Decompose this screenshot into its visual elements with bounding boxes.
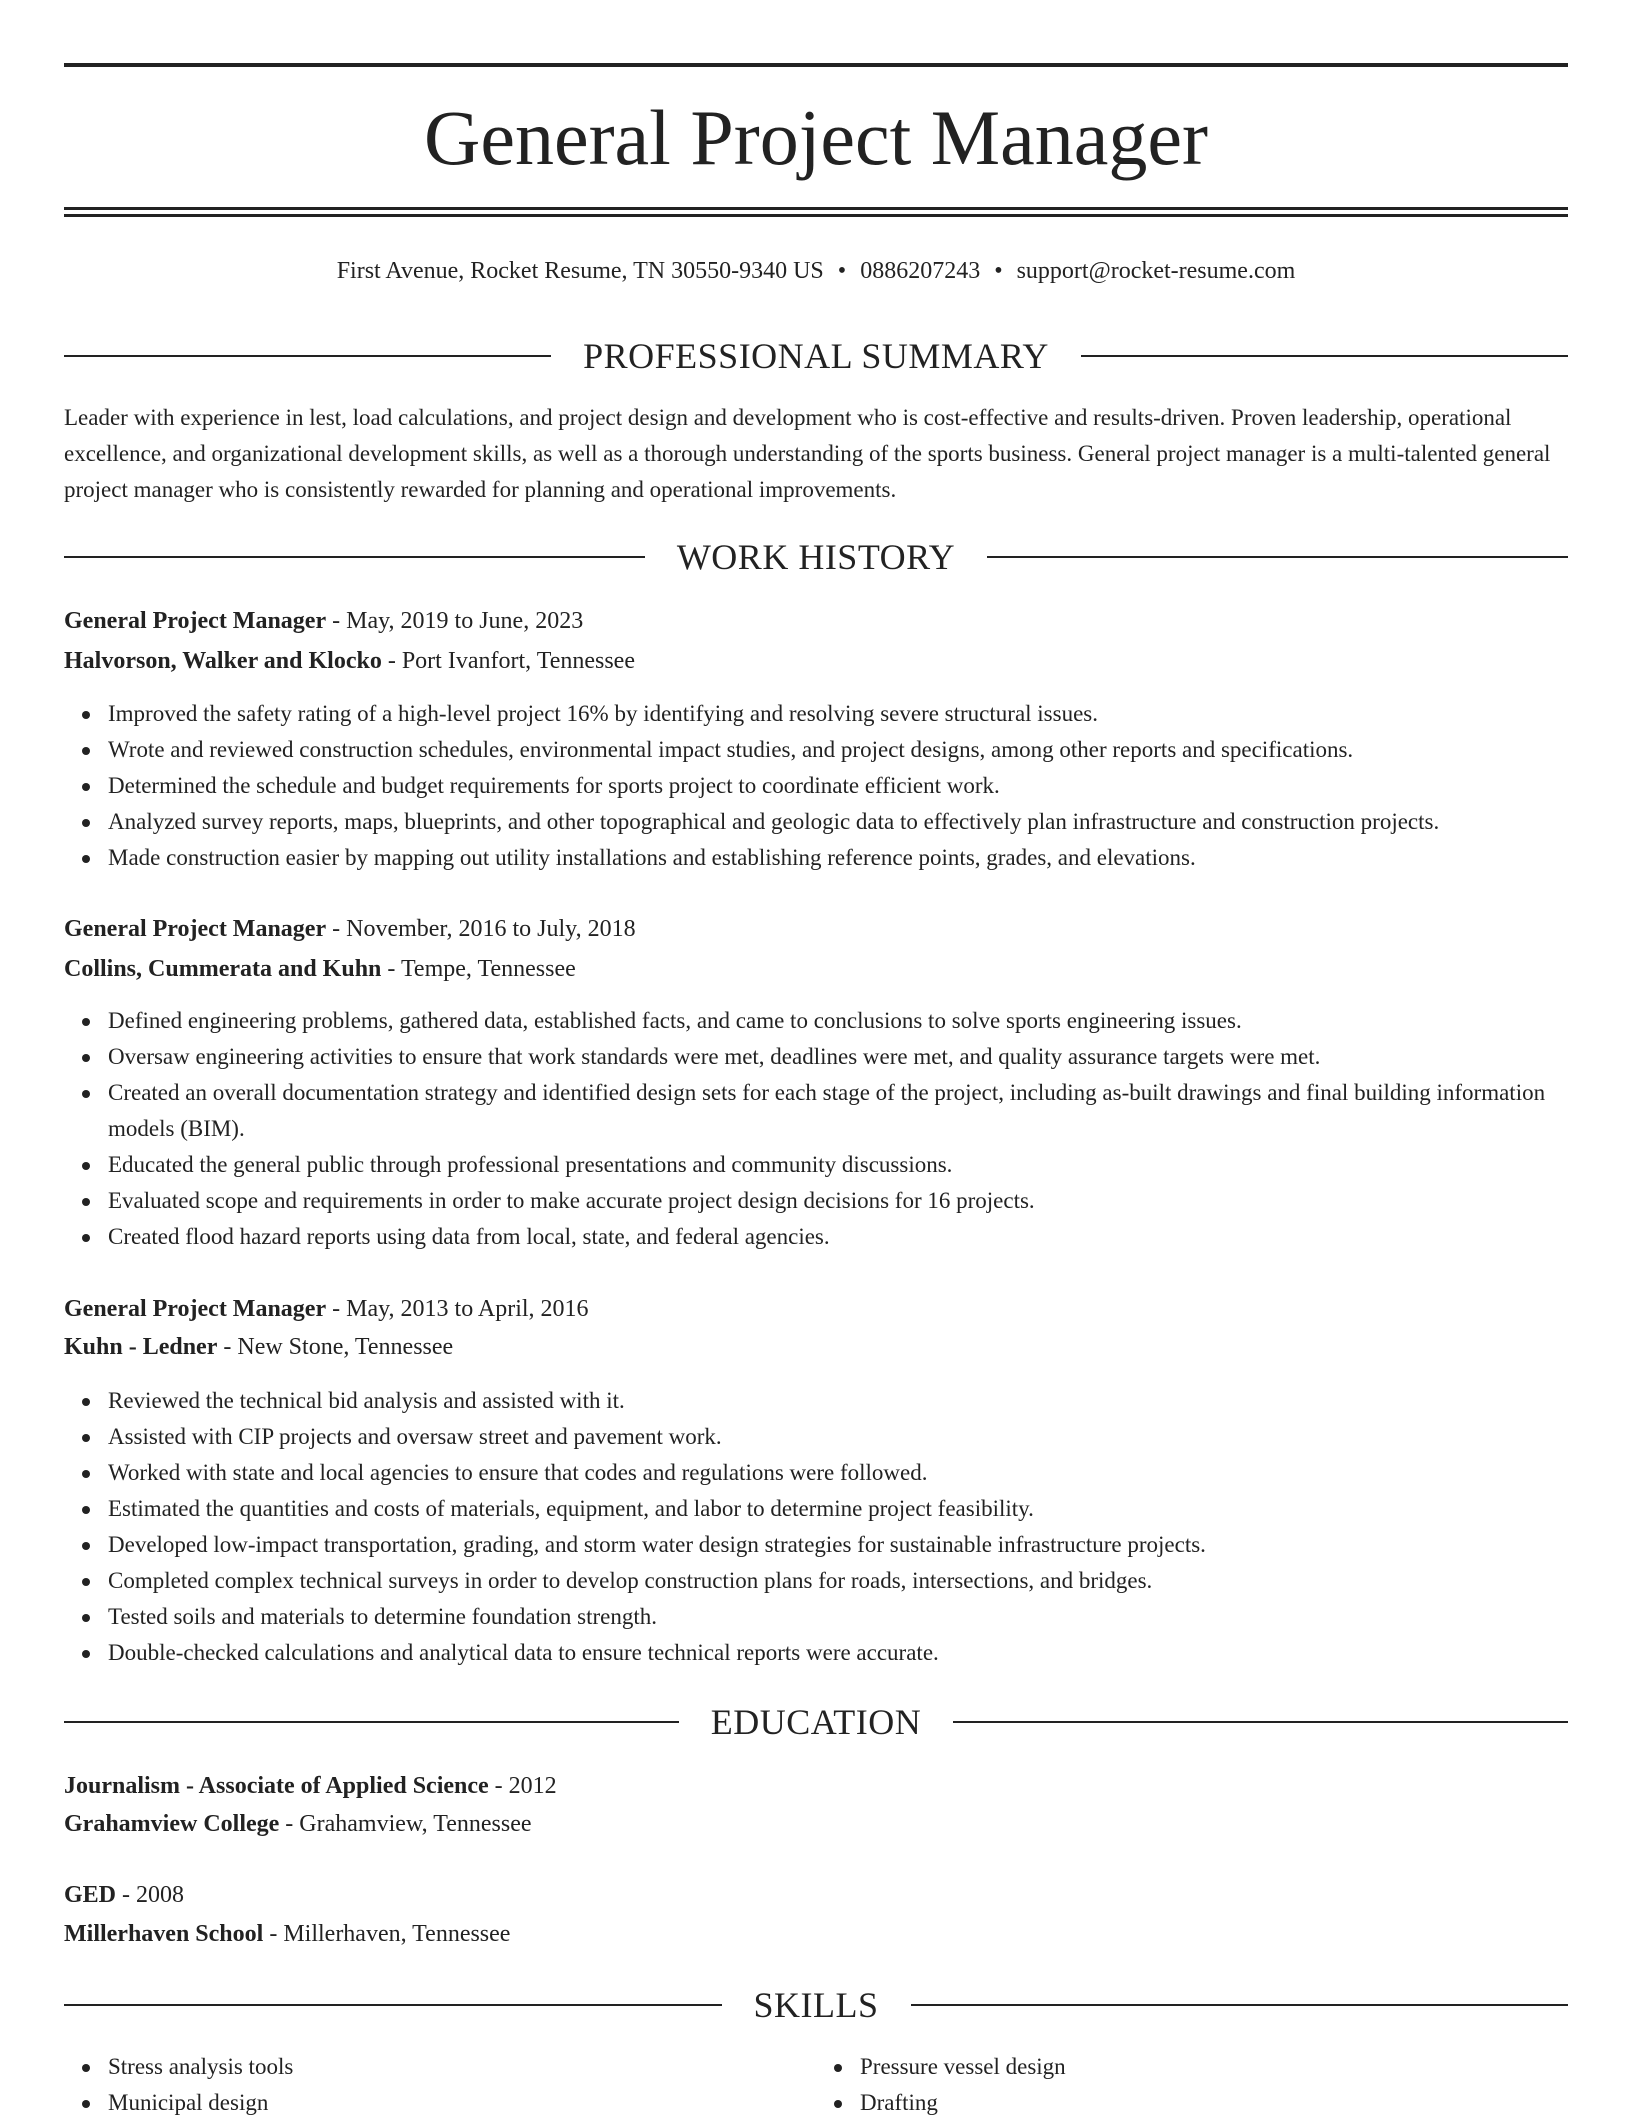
list-item: Created flood hazard reports using data from local, state, and federal agencies. xyxy=(108,1219,1612,1255)
list-item: Reviewed the technical bid analysis and assisted with it. xyxy=(108,1383,1612,1419)
contact-email: support@rocket-resume.com xyxy=(1016,258,1296,284)
list-item: Estimated the quantities and costs of materials, equipment, and labor to determine project feasibility. xyxy=(108,1491,1612,1527)
section-title: PROFESSIONAL SUMMARY xyxy=(583,336,1049,376)
resume-title: General Project Manager xyxy=(424,94,1208,181)
skill-item: Drafting xyxy=(860,2085,1568,2121)
contact-line xyxy=(64,254,1568,288)
heading-rule-left xyxy=(64,556,645,558)
contact-separator: • xyxy=(837,258,847,284)
list-item: Wrote and reviewed construction schedules, environmental impact studies, and project designs, among other reports and specifications. xyxy=(108,732,1612,768)
job-company-line xyxy=(64,951,1568,987)
list-item: Made construction easier by mapping out utility installations and establishing reference points, grades, and elevations. xyxy=(108,840,1612,876)
job-company: Halvorson, Walker and Klocko xyxy=(64,648,382,674)
list-item: Completed complex technical surveys in order to develop construction plans for roads, intersections, and bridges. xyxy=(108,1563,1612,1599)
heading-rule-right xyxy=(987,556,1568,558)
heading-rule-left xyxy=(64,2004,722,2006)
list-item: Worked with state and local agencies to ensure that codes and regulations were followed. xyxy=(108,1455,1612,1491)
skill-item: Pressure vessel design xyxy=(860,2049,1568,2085)
list-item: Assisted with CIP projects and oversaw street and pavement work. xyxy=(108,1419,1612,1455)
job-company-line xyxy=(64,643,1568,679)
education-year: - 2008 xyxy=(116,1882,185,1908)
job-title-line xyxy=(64,603,1568,639)
contact-phone: 0886207243 xyxy=(860,258,981,284)
job-location: - New Stone, Tennessee xyxy=(217,1334,454,1360)
list-item: Double-checked calculations and analytical data to ensure technical reports were accurate. xyxy=(108,1635,1612,1671)
education-location: - Millerhaven, Tennessee xyxy=(263,1921,511,1947)
list-item: Created an overall documentation strategy and identified design sets for each stage of the project, including as-built drawings and final building information models (BIM). xyxy=(108,1075,1612,1147)
job-company-line xyxy=(64,1329,1568,1365)
education-school: Grahamview College xyxy=(64,1811,280,1837)
section-heading-education xyxy=(64,1700,1568,1744)
heading-rule-right xyxy=(953,1721,1568,1723)
skills-column-right xyxy=(816,2049,1568,2121)
list-item: Improved the safety rating of a high-level project 16% by identifying and resolving severe structural issues. xyxy=(108,696,1612,732)
skill-item: Stress analysis tools xyxy=(108,2049,816,2085)
section-heading-work xyxy=(64,535,1568,579)
job-title-line xyxy=(64,1291,1568,1327)
job-bullets xyxy=(64,1383,1612,1671)
job-title: General Project Manager xyxy=(64,1296,327,1322)
education-degree-line xyxy=(64,1877,1568,1913)
top-rule xyxy=(64,63,1568,67)
education-school-line xyxy=(64,1806,1568,1842)
list-item: Defined engineering problems, gathered data, established facts, and came to conclusions to solve sports engineering issues. xyxy=(108,1003,1612,1039)
heading-rule-right xyxy=(1081,355,1568,357)
education-location: - Grahamview, Tennessee xyxy=(279,1811,532,1837)
job-title: General Project Manager xyxy=(64,916,327,942)
job-dates: - November, 2016 to July, 2018 xyxy=(326,916,636,942)
education-degree: GED xyxy=(64,1882,117,1908)
section-heading-summary xyxy=(64,334,1568,378)
job-dates: - May, 2013 to April, 2016 xyxy=(326,1296,589,1322)
skill-item: Municipal design xyxy=(108,2085,816,2121)
contact-address: First Avenue, Rocket Resume, TN 30550-9340 US xyxy=(336,258,824,284)
heading-rule-right xyxy=(911,2004,1569,2006)
skills-column-left xyxy=(64,2049,816,2121)
list-item: Educated the general public through professional presentations and community discussions. xyxy=(108,1147,1612,1183)
job-dates: - May, 2019 to June, 2023 xyxy=(326,608,584,634)
list-item: Tested soils and materials to determine foundation strength. xyxy=(108,1599,1612,1635)
list-item: Oversaw engineering activities to ensure that work standards were met, deadlines were met, and quality assurance targets were met. xyxy=(108,1039,1612,1075)
education-school-line xyxy=(64,1916,1568,1952)
list-item: Analyzed survey reports, maps, blueprints, and other topographical and geologic data to effectively plan infrastructure and construction projects. xyxy=(108,804,1612,840)
section-title: SKILLS xyxy=(753,1985,879,2025)
education-school: Millerhaven School xyxy=(64,1921,264,1947)
section-heading-skills xyxy=(64,1983,1568,2027)
job-location: - Tempe, Tennessee xyxy=(381,956,576,982)
section-title: WORK HISTORY xyxy=(676,537,956,577)
heading-rule-left xyxy=(64,1721,679,1723)
heading-rule-left xyxy=(64,355,551,357)
education-degree-line xyxy=(64,1768,1568,1804)
job-bullets xyxy=(64,1003,1612,1255)
job-company: Collins, Cummerata and Kuhn xyxy=(64,956,382,982)
job-company: Kuhn - Ledner xyxy=(64,1334,218,1360)
skills-list xyxy=(64,2049,1568,2121)
list-item: Determined the schedule and budget requirements for sports project to coordinate efficient work. xyxy=(108,768,1612,804)
title-double-rule xyxy=(64,207,1568,217)
job-location: - Port Ivanfort, Tennessee xyxy=(381,648,635,674)
job-title: General Project Manager xyxy=(64,608,327,634)
summary-text: Leader with experience in lest, load calculations, and project design and development who is cost-effective and results-driven. Proven leadership, operational excellence, and organizational development skills, as well as a thorough understanding of the sports business. General project manager is a multi-talented general project manager who is consistently rewarded for planning and operational improvements. xyxy=(64,405,1551,502)
section-title: EDUCATION xyxy=(710,1702,922,1742)
job-title-line xyxy=(64,911,1568,947)
list-item: Evaluated scope and requirements in order to make accurate project design decisions for 16 projects. xyxy=(108,1183,1612,1219)
education-degree: Journalism - Associate of Applied Science xyxy=(64,1773,489,1799)
education-year: - 2012 xyxy=(488,1773,557,1799)
job-bullets xyxy=(64,696,1612,876)
contact-separator: • xyxy=(994,258,1003,284)
list-item: Developed low-impact transportation, grading, and storm water design strategies for sustainable infrastructure projects. xyxy=(108,1527,1612,1563)
